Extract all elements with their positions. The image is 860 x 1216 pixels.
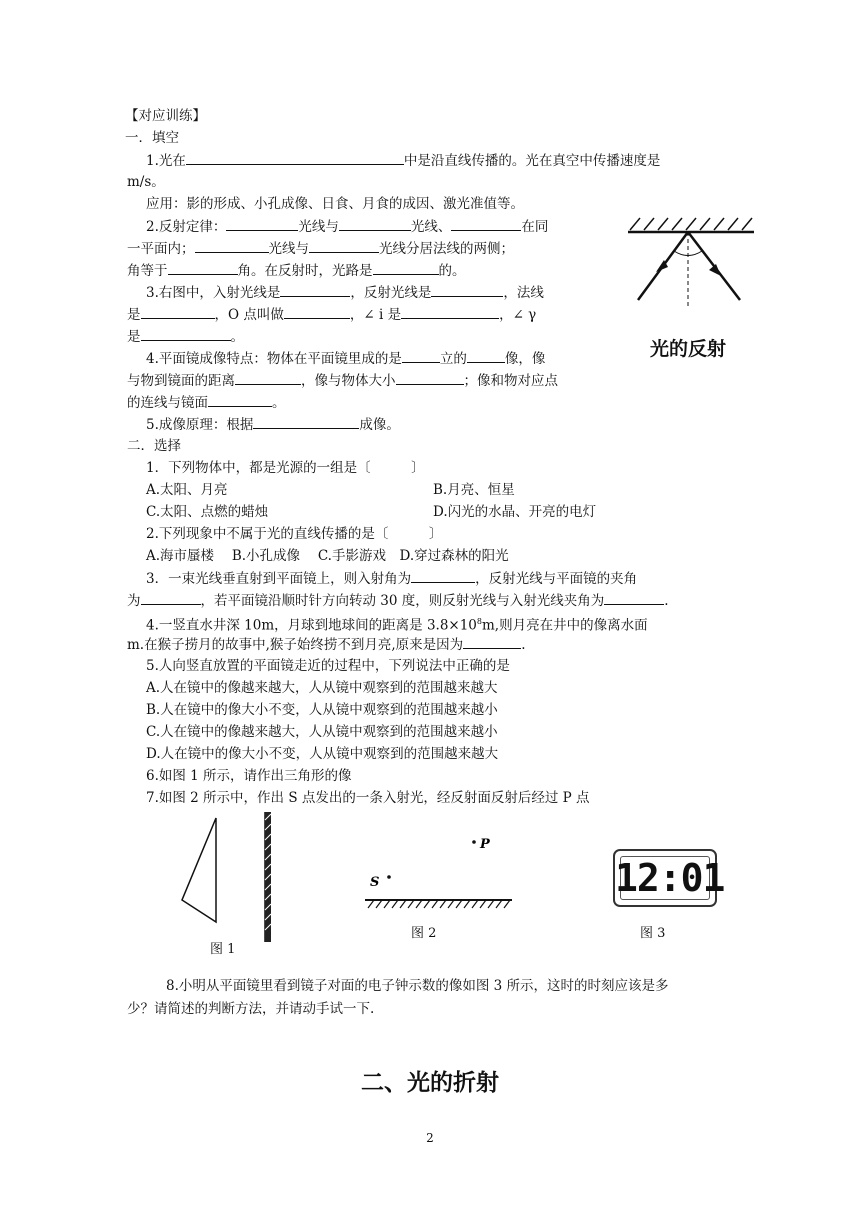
choice-option-c[interactable]: C.太阳、点燃的蜡烛 [146,504,269,520]
figure-3-caption: 图 3 [640,926,666,941]
choice-question-1: 1．下列物体中，都是光源的一组是〔 〕 [146,460,425,476]
mirror-hatching [630,218,752,230]
section-title-fill: 一．填空 [125,130,179,146]
question-3-cont2: 是 。 [127,326,244,347]
question-8-cont: 少？请简述的判断方法，并请动手试一下. [127,1001,375,1017]
question-6: 6.如图 1 所示，请作出三角形的像 [146,768,352,784]
choice-question-2-options[interactable]: A.海市蜃楼 B.小孔成像 C.手影游戏 D.穿过森林的阳光 [146,548,509,564]
choice-option-a[interactable]: A.太阳、月亮 [146,482,228,498]
figure-2-caption: 图 2 [411,926,437,941]
answer-blank[interactable] [195,238,269,253]
answer-blank[interactable] [141,304,215,319]
choice-question-3-cont: 为 ，若平面镜沿顺时针方向转动 30 度，则反射光线与入射光线夹角为 . [127,590,669,611]
answer-blank[interactable] [280,282,350,297]
choice-option-d[interactable]: D.闪光的水晶、开亮的电灯 [433,504,597,520]
triangle-shape [182,818,216,922]
answer-blank[interactable] [431,282,503,297]
figure-2-mirror-points [360,830,520,920]
clock-display: 12:01 [615,856,725,900]
answer-blank[interactable] [467,348,505,363]
answer-blank[interactable] [604,590,664,605]
question-4: 4.平面镜成像特点：物体在平面镜里成的是 立的 像，像 [146,348,545,369]
question-7: 7.如图 2 所示中，作出 S 点发出的一条入射光，经反射面反射后经过 P 点 [146,790,590,806]
mirror-hatching [368,900,510,908]
question-1: 1.光在 中是沿直线传播的。光在真空中传播速度是 [146,150,660,171]
point-s-dot [387,875,391,879]
point-p-dot [472,840,476,844]
figure-caption-reflection: 光的反射 [650,338,727,360]
figure-1-triangle-mirror [170,808,280,948]
answer-blank[interactable] [208,392,272,407]
choice-question-3: 3．一束光线垂直射到平面镜上，则入射角为 ，反射光线与平面镜的夹角 [146,568,637,589]
q5-option-d[interactable]: D.人在镜中的像大小不变，人从镜中观察到的范围越来越大 [146,746,499,762]
choice-option-b[interactable]: B.月亮、恒星 [433,482,515,498]
page-number: 2 [426,1131,434,1145]
answer-blank[interactable] [141,590,201,605]
answer-blank[interactable] [186,150,404,165]
answer-blank[interactable] [401,304,499,319]
answer-blank[interactable] [168,260,238,275]
answer-blank[interactable] [402,348,440,363]
answer-blank[interactable] [226,216,298,231]
question-4-cont: 与物到镜面的距离 ，像与物体大小 ；像和物对应点 [127,370,558,391]
section-header: 【对应训练】 [125,108,206,124]
answer-blank[interactable] [396,370,464,385]
question-5: 5.成像原理：根据 成像。 [146,414,400,435]
answer-blank[interactable] [253,414,359,429]
point-s-label: S [370,875,380,890]
question-4-cont2: 的连线与镜面 。 [127,392,286,413]
answer-blank[interactable] [284,304,350,319]
answer-blank[interactable] [411,568,475,583]
reflection-diagram [620,210,760,310]
point-p-label: P [480,837,490,852]
question-8: 8.小明从平面镜里看到镜子对面的电子钟示数的像如图 3 所示，这时的时刻应该是多 [166,978,669,994]
q5-option-a[interactable]: A.人在镜中的像越来越大，人从镜中观察到的范围越来越大 [146,680,498,696]
question-3-cont: 是 ，O 点叫做 ，∠ i 是 ，∠ γ [127,304,536,325]
answer-blank[interactable] [235,370,301,385]
question-2: 2.反射定律： 光线与 光线、 在同 [146,216,548,237]
q5-option-c[interactable]: C.人在镜中的像越来越大，人从镜中观察到的范围越来越小 [146,724,498,740]
heading-refraction: 二、光的折射 [361,1070,499,1096]
question-2-cont2: 角等于 角。在反射时，光路是 的。 [127,260,466,281]
question-1-cont: m/s。 [127,174,165,190]
answer-blank[interactable] [339,216,411,231]
figure-1-caption: 图 1 [210,942,236,957]
choice-question-4: 4.一竖直水井深 10m，月球到地球间的距离是 $3.8\times 10^8m$,则月亮在井中的像离水面 [146,617,648,634]
section-title-choice: 二．选择 [127,438,181,454]
question-3: 3.右图中，入射光线是 ，反射光线是 ，法线 [146,282,544,303]
answer-blank[interactable] [141,326,231,341]
reflected-arrow-icon [709,264,721,276]
choice-question-4-cont: m.在猴子捞月的故事中,猴子始终捞不到月亮,原来是因为 . [127,634,525,655]
answer-blank[interactable] [373,260,439,275]
digital-clock [613,849,725,907]
answer-blank[interactable] [463,634,521,649]
choice-question-5: 5.人向竖直放置的平面镜走近的过程中，下列说法中正确的是 [146,658,510,674]
answer-blank[interactable] [451,216,521,231]
question-2-cont: 一平面内； 光线与 光线分居法线的两侧； [127,238,514,259]
question-1-apply: 应用：影的形成、小孔成像、日食、月食的成因、激光准值等。 [146,196,524,212]
answer-blank[interactable] [309,238,379,253]
q5-option-b[interactable]: B.人在镜中的像大小不变，人从镜中观察到的范围越来越小 [146,702,498,718]
choice-question-2: 2.下列现象中不属于光的直线传播的是〔 〕 [146,526,443,542]
